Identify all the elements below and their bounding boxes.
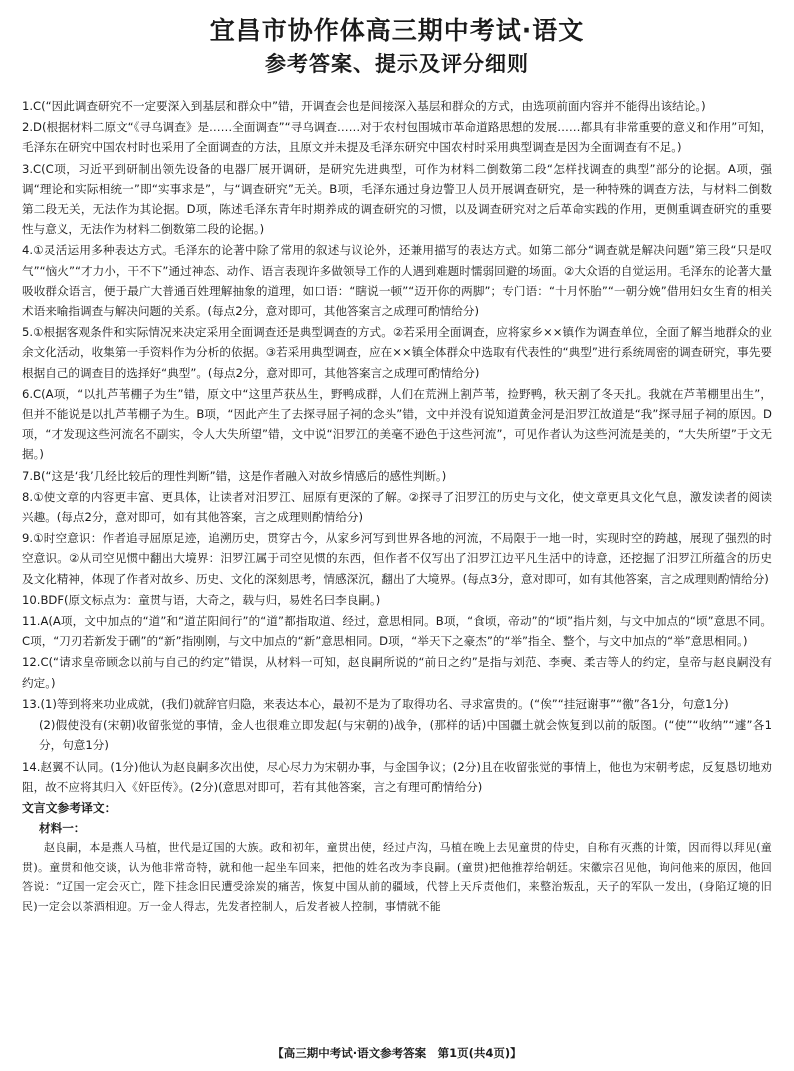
answer-item-9: 9.①时空意识：作者追寻屈原足迹，追溯历史，贯穿古今，从家乡河写到世界各地的河流，不局限于一地一时，实现时空的跨越，展现了强烈的时空意识。②从司空见惯中翻出大境界：汨罗江属于司空见惯的东西，但作者不仅写出了汨罗江边平凡生活中的诗意，还挖掘了汨罗江所蕴含的历史及文化精神，体现了作者对故乡、历史、文化的深刻思考，情感深沉，翻出了大境界。(每点3分，意对即可，如有其他答案，言之成理则酌情给分)	[22, 531, 772, 586]
page-title: 宜昌市协作体高三期中考试·语文	[209, 16, 585, 45]
answer-item-11: 11.A(A项，文中加点的“道”和“道芷阳间行”的“道”都指取道、经过，意思相同。B项，“食顷，帝动”的“顷”指片刻，与文中加点的“顷”意思不同。C项，“刀刃若新发于硎”的“新”指刚刚，与文中加点的“新”意思相同。D项，“举天下之豪杰”的“举”指全、整个，与文中加点的“举”意思相同。)	[22, 614, 772, 649]
answer-item-7: 7.B(“这是‘我’几经比较后的理性判断”错，这是作者融入对故乡情感后的感性判断。)	[22, 468, 447, 483]
page-subtitle: 参考答案、提示及评分细则	[265, 52, 529, 76]
material-label: 材料一：	[39, 820, 86, 835]
answer-item-14: 14.赵翼不认同。(1分)他认为赵良嗣多次出使，尽心尽力为宋朝办事，与金国争议；(2分)且在收留张觉的事情上，他也为宋朝考虑，反复恳切地劝阻，故不应将其归入《奸臣传》。(2分)(意思对即可，若有其他答案，言之有理可酌情给分)	[22, 759, 772, 794]
answer-item-1: 1.C(“因此调查研究不一定要深入到基层和群众中”错，开调查会也是间接深入基层和群众的方式，由选项前面内容并不能得出该结论。)	[22, 99, 706, 113]
answer-item-8: 8.①使文章的内容更丰富、更具体，让读者对汨罗江、屈原有更深的了解。②探寻了汨罗江的历史与文化，使文章更具文化气息，激发读者的阅读兴趣。(每点2分，意对即可，如有其他答案，言之成理则酌情给分)	[22, 489, 772, 525]
translation-heading: 文言文参考译文：	[22, 800, 117, 815]
answer-item-13-part2: (2)假使没有(宋朝)收留张觉的事情，金人也很难立即发起(与宋朝的)战争，(那样的话)中国疆土就会恢复到以前的版图。(“使”“收纳”“遽”各1分，句意1分)	[39, 718, 772, 753]
answer-item-12: 12.C(“请求皇帝顾念以前与自己的约定”错误，从材料一可知，赵良嗣所说的“前日之约”是指与刘范、李奭、柔吉等人的约定，皇帝与赵良嗣没有约定。)	[22, 655, 772, 690]
answer-item-3: 3.C(C项，习近平到研制出领先设备的电器厂展开调研，是研究先进典型，可作为材料二倒数第二段“怎样找调查的典型”部分的论据。A项，强调“理论和实际相统一”即“实事求是”，与“调查研究”无关。B项，毛泽东通过身边警卫人员开展调查研究，是一种特殊的调查方法，与材料二倒数第二段无关，无法作为其论据。D项，陈述毛泽东青年时期养成的调查研究的习惯，以及调查研究对之后革命实践的作用，更侧重调查研究的重要性与意义，无法作为材料二倒数第二段的论据。)	[22, 161, 772, 237]
answer-item-10: 10.BDF(原文标点为：童贯与语，大奇之，载与归，易姓名曰李良嗣。)	[22, 592, 381, 607]
answer-list	[22, 96, 772, 797]
answer-item-5: 5.①根据客观条件和实际情况来决定采用全面调查还是典型调查的方式。②若采用全面调查，应将家乡××镇作为调查单位，全面了解当地群众的业余文化活动，收集第一手资料作为分析的依据。③若采用典型调查，应在××镇全体群众中选取有代表性的“典型”进行系统周密的调查研究，事先要根据自己的调查目的选择好“典型”。(每点2分，意对即可，其他答案言之成理可酌情给分)	[22, 325, 772, 380]
page-footer: 【高三期中考试·语文参考答案 第1页(共4页)】	[272, 1046, 522, 1060]
answer-item-2: 2.D(根据材料二原文“《寻乌调查》是……全面调查”“寻乌调查……对于农村包围城市革命道路思想的发展……都具有非常重要的意义和作用”可知，毛泽东在研究中国农村时也采用了全面调查的方法，且原文并未提及毛泽东研究中国农村时采用典型调查是因为全面调查有不足。)	[22, 120, 772, 155]
answer-item-13-part1: 13.(1)等到将来功业成就，(我们)就辞官归隐，来表达本心，最初不是为了取得功名、寻求富贵的。(“俟”“挂冠谢事”“徼”各1分，句意1分)	[22, 696, 729, 711]
translation-section	[22, 798, 772, 916]
answer-item-4: 4.①灵活运用多种表达方式。毛泽东的论著中除了常用的叙述与议论外，还兼用描写的表达方式。如第二部分“调查就是解决问题”第三段“只是叹气”“恼火”“才力小，干不下”通过神态、动作、语言表现许多做领导工作的人遇到难题时懦弱回避的场面。②大众语的自觉运用。毛泽东的论著大量吸收群众语言，便于最广大普通百姓理解抽象的道理，如口语：“瞎说一顿”“迈开你的两脚”；专门语：“十月怀胎”“一朝分娩”借用妇女生育的相关术语来喻指调查与解决问题的关系。(每点2分，意对即可，其他答案言之成理可酌情给分)	[22, 243, 772, 319]
translation-text: 赵良嗣，本是燕人马植，世代是辽国的大族。政和初年，童贯出使，经过卢沟，马植在晚上去见童贯的侍史，自称有灭燕的计策，因而得以拜见(童贯)。童贯和他交谈，认为他非常奇特，就和他一起坐车回来，把他的姓名改为李良嗣。(童贯)把他推荐给朝廷。宋徽宗召见他，询问他来的原因，他回答说：“辽国一定会灭亡，陛下挂念旧民遭受涂炭的痛苦，恢复中国从前的疆域，代替上天斥责他们，来整治叛乱，天子的军队一发出，(身陷辽境的旧民)一定会以茶酒相迎。万一金人得志，先发者控制人，后发者被人控制，事情就不能	[22, 840, 772, 913]
answer-item-6: 6.C(A项，“以扎芦苇棚子为生”错，原文中“这里芦获丛生，野鸭成群，人们在荒洲上割芦苇，捡野鸭，秋天割了冬天扎。我就在芦苇棚里出生”，但并不能说是以扎芦苇棚子为生。B项，“因此产生了去探寻屈子祠的念头”错，文中并没有说知道黄金河是汨罗江故道是“我”探寻屈子祠的原因。D项，“才发现这些河流名不副实，令人大失所望”错，文中说“汨罗江的美毫不逊色于这些河流”，可见作者认为这些河流是美的，“大失所望”于文无据。)	[22, 386, 772, 462]
